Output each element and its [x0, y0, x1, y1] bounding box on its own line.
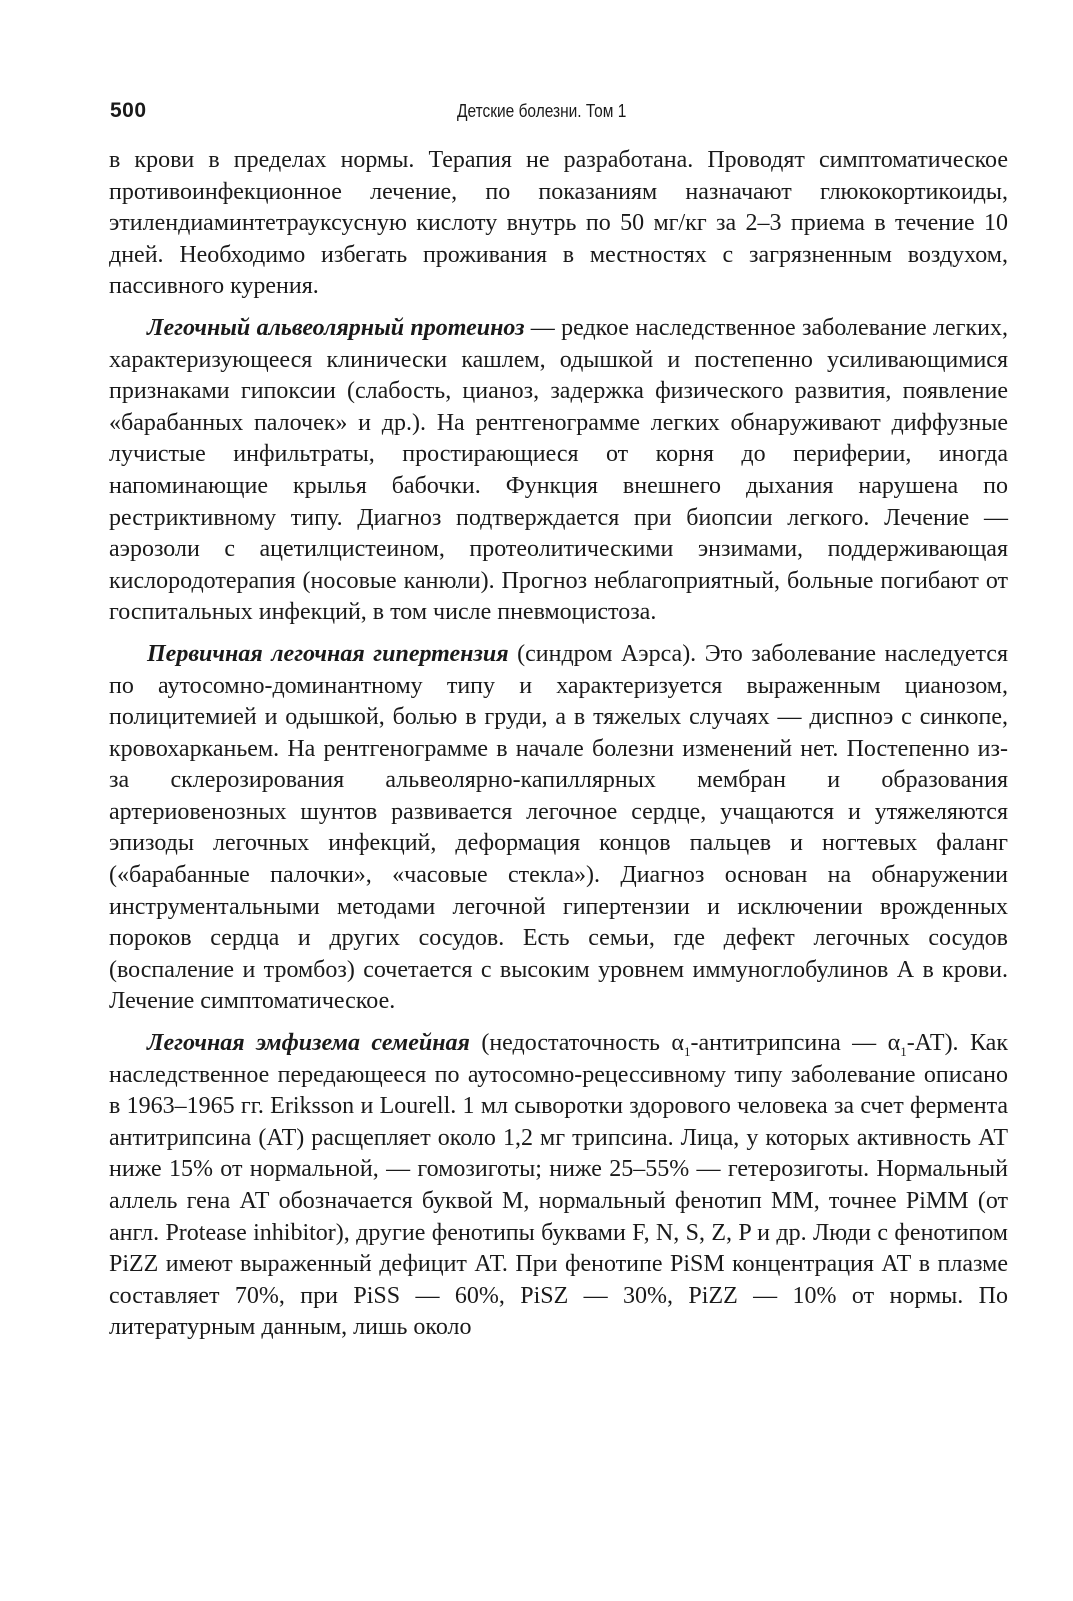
paragraph-text: -АТ). Как наследственное передающееся по аутосомно-рецессивному типу заболевание описано в 1963–1965 гг. Eriksson и Lourell. 1 мл сыворотки здорового человека за счет фермента антитрипсина (АТ) расщепляет около 1,2 мг трипсина. Лица, у которых активность АТ ниже 15% от нормальной, — гомозиготы; ниже 25–55% — гетерозиготы. Нормальный аллель гена АТ обозначается буквой М, нормальный фенотип ММ, точнее PiMM (от англ. Protease inhibitor), другие фенотипы буквами F, N, S, Z, P и др. Люди с фенотипом PiZZ имеют выраженный дефицит АТ. При фенотипе PiSM концентрация АТ в плазме составляет 70%, при PiSS — 60%, PiSZ — 30%, PiZZ — 10% от нормы. По литературным данным, лишь около	[109, 1030, 1008, 1341]
paragraph-text: (недостаточность α	[469, 1030, 684, 1057]
paragraph-alveolar-proteinosis	[109, 313, 1008, 629]
paragraph-text: (синдром Аэрса). Это заболевание наследуется по аутосомно-доминантному типу и характеризуется выраженным цианозом, полицитемией и одышкой, болью в груди, а в тяжелых случаях — диспноэ с синкопе, кровохарканьем. На рентгенограмме в начале болезни изменений нет. Постепенно из-за склерозирования альвеолярно-капиллярных мембран и образования артериовенозных шунтов развивается легочное сердце, учащаются и утяжеляются эпизоды легочных инфекций, деформация концов пальцев и ногтевых фаланг («барабанные палочки», «часовые стекла»). Диагноз основан на обнаружении инструментальными методами легочной гипертензии и исключении врожденных пороков сердца и других сосудов. Есть семьи, где дефект легочных сосудов (воспаление и тромбоз) сочетается с высоким уровнем иммуноглобулинов А в крови. Лечение симптоматическое.	[109, 640, 1009, 1015]
paragraph-text: — редкое наследственное заболевание легких, характеризующееся клинически кашлем, одышкой и постепенно усиливающимися признаками гипоксии (слабость, цианоз, задержка физического развития, появление «барабанных палочек» и др.). На рентгенограмме легких обнаруживают диффузные лучистые инфильтраты, простирающиеся от корня до периферии, иногда напоминающие крылья бабочки. Функция внешнего дыхания нарушена по рестриктивному типу. Диагноз подтверждается при биопсии легкого. Лечение — аэрозоли с ацетилцистеином, протеолитическими энзимами, поддерживающая кислородотерапия (носовые канюли). Прогноз неблагоприятный, больные погибают от госпитальных инфекций, в том числе пневмоцистоза.	[109, 314, 1008, 626]
running-head	[110, 99, 1010, 135]
term-heading: Первичная легочная гипертензия	[147, 640, 509, 667]
paragraph-continuation	[109, 145, 1008, 303]
term-heading: Легочный альвеолярный протеиноз	[147, 314, 525, 341]
subscript: 1	[900, 1043, 907, 1059]
page-number: 500	[110, 99, 147, 122]
paragraph-familial-emphysema	[109, 1028, 1008, 1344]
body-text	[109, 145, 1008, 1354]
book-title: Детские болезни. Том 1	[457, 101, 627, 121]
subscript: 1	[683, 1043, 691, 1059]
paragraph-text: -антитрипсина — α	[690, 1030, 901, 1057]
paragraph-text: в крови в пределах нормы. Терапия не разработана. Проводят симптоматическое противоинфекционное лечение, по показаниям назначают глюкокортикоиды, этилендиаминтетрауксусную кислоту внутрь по 50 мг/кг за 2–3 приема в течение 10 дней. Необходимо избегать проживания в местностях с загрязненным воздухом, пассивного курения.	[109, 147, 1008, 300]
term-heading: Легочная эмфизема семейная	[147, 1030, 470, 1057]
paragraph-pulmonary-hypertension	[109, 639, 1008, 1018]
